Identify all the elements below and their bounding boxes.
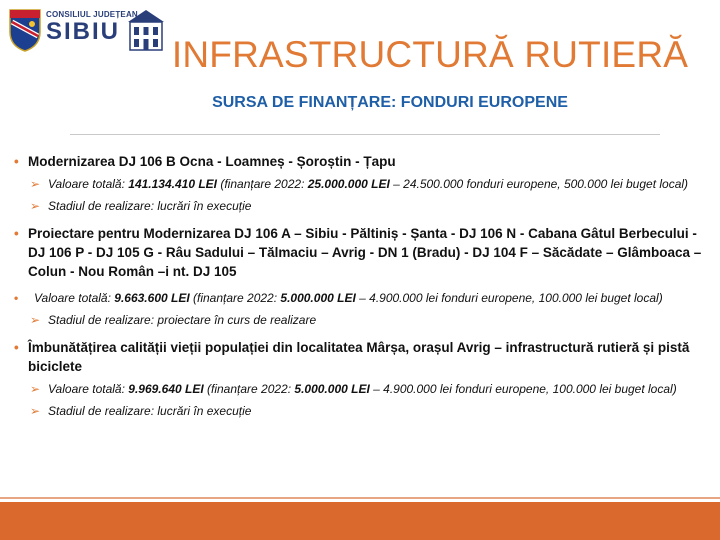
project-status-2: ➢ Stadiul de realizare: proiectare în curs de realizare [30,313,317,327]
project-heading-3: • Îmbunătățirea calității vieții populației din localitatea Mârșa, orașul Avrig – infrastructură rutieră și pistă biciclete [14,340,690,374]
project-value-2: • Valoare totală: 9.663.600 LEI (finanțare 2022: 5.000.000 LEI – 4.900.000 lei fonduri europene, 100.000 lei buget local) [14,291,663,305]
project-status-1: ➢ Stadiul de realizare: lucrări în execuție [30,199,252,213]
coat-of-arms-icon [8,8,42,52]
page-title: INFRASTRUCTURĂ RUTIERĂ [171,34,689,75]
page-subtitle: SURSA DE FINANȚARE: FONDURI EUROPENE [212,94,568,111]
project-list [14,152,704,426]
bullet-icon: • [14,340,19,355]
county-council-logo [8,8,168,54]
arrow-bullet-icon: ➢ [30,199,41,213]
bullet-icon: • [14,154,19,169]
footer-bar [0,502,720,540]
arrow-bullet-icon: ➢ [30,382,41,396]
logo-council-text: CONSILIUL JUDEȚEAN [46,10,138,19]
footer-accent-line [0,497,720,499]
arrow-bullet-icon: ➢ [30,404,41,418]
arrow-bullet-icon: ➢ [30,177,41,191]
bullet-icon: • [14,291,19,305]
arrow-bullet-icon: ➢ [30,313,41,327]
logo-sibiu-text: SIBIU [46,18,121,45]
bullet-icon: • [14,226,19,241]
project-heading-1: • Modernizarea DJ 106 B Ocna - Loamneș - Șoroștin - Țapu [14,154,396,169]
project-value-1: ➢ Valoare totală: 141.134.410 LEI (finanțare 2022: 25.000.000 LEI – 24.500.000 fonduri europene, 500.000 lei buget local) [30,177,689,191]
divider [70,134,660,135]
project-value-3: ➢ Valoare totală: 9.969.640 LEI (finanțare 2022: 5.000.000 LEI – 4.900.000 lei fonduri europene, 100.000 lei buget local) [30,382,677,396]
project-heading-2: • Proiectare pentru Modernizarea DJ 106 A – Sibiu - Păltiniș - Șanta - DJ 106 N - Cabana Gâtul Berbecului -DJ 106 P - DJ 105 G - Râu Sadului – Tălmaciu – Avrig - DN 1 (Bradu) - DJ 104 F – Săcădate – Glâmboaca – Colun - Nou Român –i nt. DJ 105 [14,226,702,279]
council-building-icon [128,8,164,52]
project-status-3: ➢ Stadiul de realizare: lucrări în execuție [30,404,252,418]
